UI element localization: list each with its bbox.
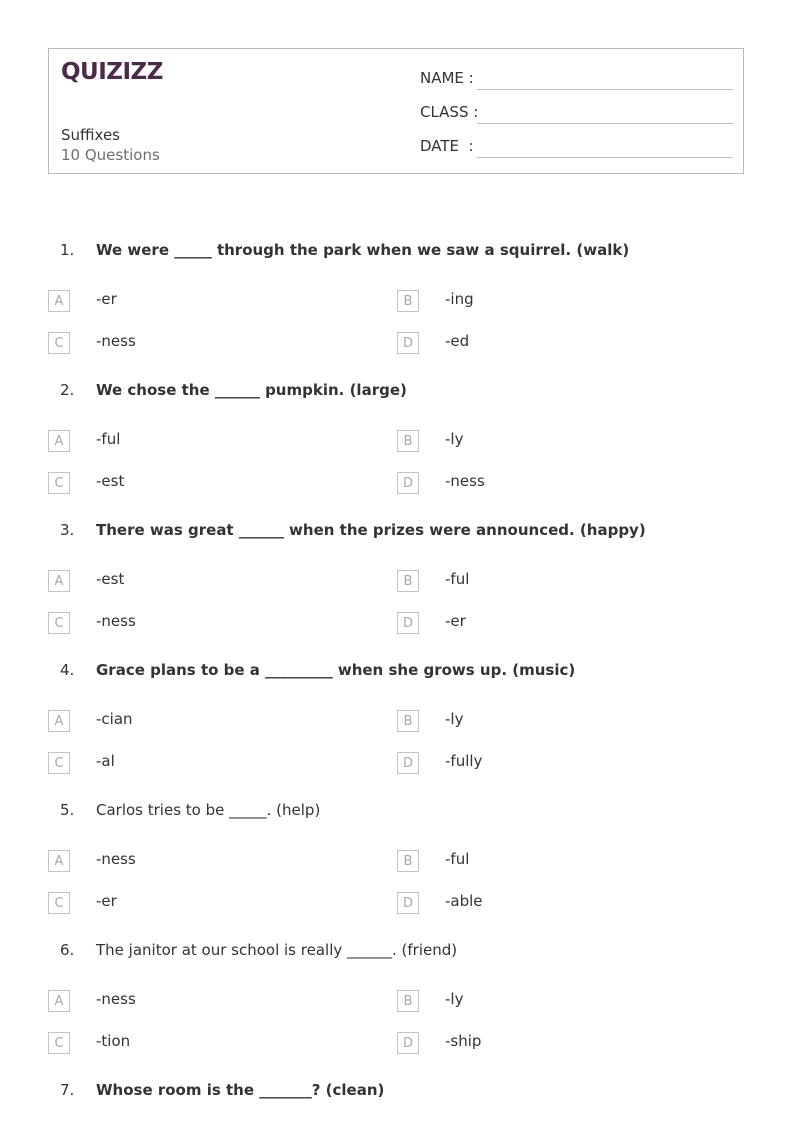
question-number: 4. <box>60 661 75 679</box>
option-letter-box[interactable]: A <box>48 290 70 312</box>
class-line[interactable] <box>477 123 733 124</box>
option-text: -cian <box>96 710 133 728</box>
option-text: -ness <box>96 332 136 350</box>
option-text: -ness <box>96 990 136 1008</box>
option-letter-box[interactable]: B <box>397 990 419 1012</box>
option-letter-box[interactable]: A <box>48 710 70 732</box>
question-number: 7. <box>60 1081 75 1099</box>
option-letter-box[interactable]: B <box>397 430 419 452</box>
question-text: Carlos tries to be _____. (help) <box>96 801 321 819</box>
question-number: 6. <box>60 941 75 959</box>
name-line[interactable] <box>477 89 733 90</box>
question-text: We chose the ______ pumpkin. (large) <box>96 381 407 399</box>
question-number: 2. <box>60 381 75 399</box>
quizizz-logo: QUIZIZZ <box>61 59 163 85</box>
option-letter-box[interactable]: C <box>48 332 70 354</box>
option-text: -est <box>96 570 125 588</box>
option-text: -ly <box>445 710 464 728</box>
option-text: -er <box>445 612 466 630</box>
option-text: -er <box>96 892 117 910</box>
option-text: -ful <box>445 570 470 588</box>
option-text: -ness <box>445 472 485 490</box>
option-letter-box[interactable]: B <box>397 850 419 872</box>
question-count: 10 Questions <box>61 146 160 164</box>
option-text: -al <box>96 752 115 770</box>
option-letter-box[interactable]: C <box>48 1032 70 1054</box>
option-letter-box[interactable]: C <box>48 752 70 774</box>
option-letter-box[interactable]: C <box>48 612 70 634</box>
class-label: CLASS : <box>420 103 479 121</box>
option-text: -ness <box>96 612 136 630</box>
option-letter-box[interactable]: A <box>48 850 70 872</box>
option-letter-box[interactable]: D <box>397 332 419 354</box>
question-text: Whose room is the _______? (clean) <box>96 1081 385 1099</box>
worksheet-title: Suffixes <box>61 126 120 144</box>
question-number: 1. <box>60 241 75 259</box>
option-text: -ful <box>96 430 121 448</box>
date-line[interactable] <box>477 157 733 158</box>
question-number: 5. <box>60 801 75 819</box>
question-text: We were _____ through the park when we saw a squirrel. (walk) <box>96 241 630 259</box>
option-text: -ful <box>445 850 470 868</box>
option-letter-box[interactable]: B <box>397 710 419 732</box>
option-text: -ing <box>445 290 474 308</box>
question-number: 3. <box>60 521 75 539</box>
option-text: -able <box>445 892 483 910</box>
option-letter-box[interactable]: D <box>397 612 419 634</box>
option-text: -fully <box>445 752 483 770</box>
option-text: -tion <box>96 1032 131 1050</box>
question-text: The janitor at our school is really ______. (friend) <box>96 941 458 959</box>
option-letter-box[interactable]: D <box>397 752 419 774</box>
worksheet-header <box>48 48 744 174</box>
option-letter-box[interactable]: A <box>48 430 70 452</box>
option-text: -ly <box>445 430 464 448</box>
name-label: NAME : <box>420 69 474 87</box>
question-text: Grace plans to be a _________ when she grows up. (music) <box>96 661 576 679</box>
option-letter-box[interactable]: B <box>397 290 419 312</box>
option-letter-box[interactable]: D <box>397 892 419 914</box>
option-letter-box[interactable]: D <box>397 1032 419 1054</box>
option-letter-box[interactable]: A <box>48 570 70 592</box>
option-letter-box[interactable]: D <box>397 472 419 494</box>
date-label: DATE : <box>420 137 474 155</box>
option-text: -er <box>96 290 117 308</box>
option-text: -est <box>96 472 125 490</box>
option-text: -ly <box>445 990 464 1008</box>
option-text: -ed <box>445 332 470 350</box>
option-text: -ship <box>445 1032 482 1050</box>
option-letter-box[interactable]: C <box>48 472 70 494</box>
question-text: There was great ______ when the prizes were announced. (happy) <box>96 521 646 539</box>
option-text: -ness <box>96 850 136 868</box>
option-letter-box[interactable]: A <box>48 990 70 1012</box>
option-letter-box[interactable]: C <box>48 892 70 914</box>
option-letter-box[interactable]: B <box>397 570 419 592</box>
